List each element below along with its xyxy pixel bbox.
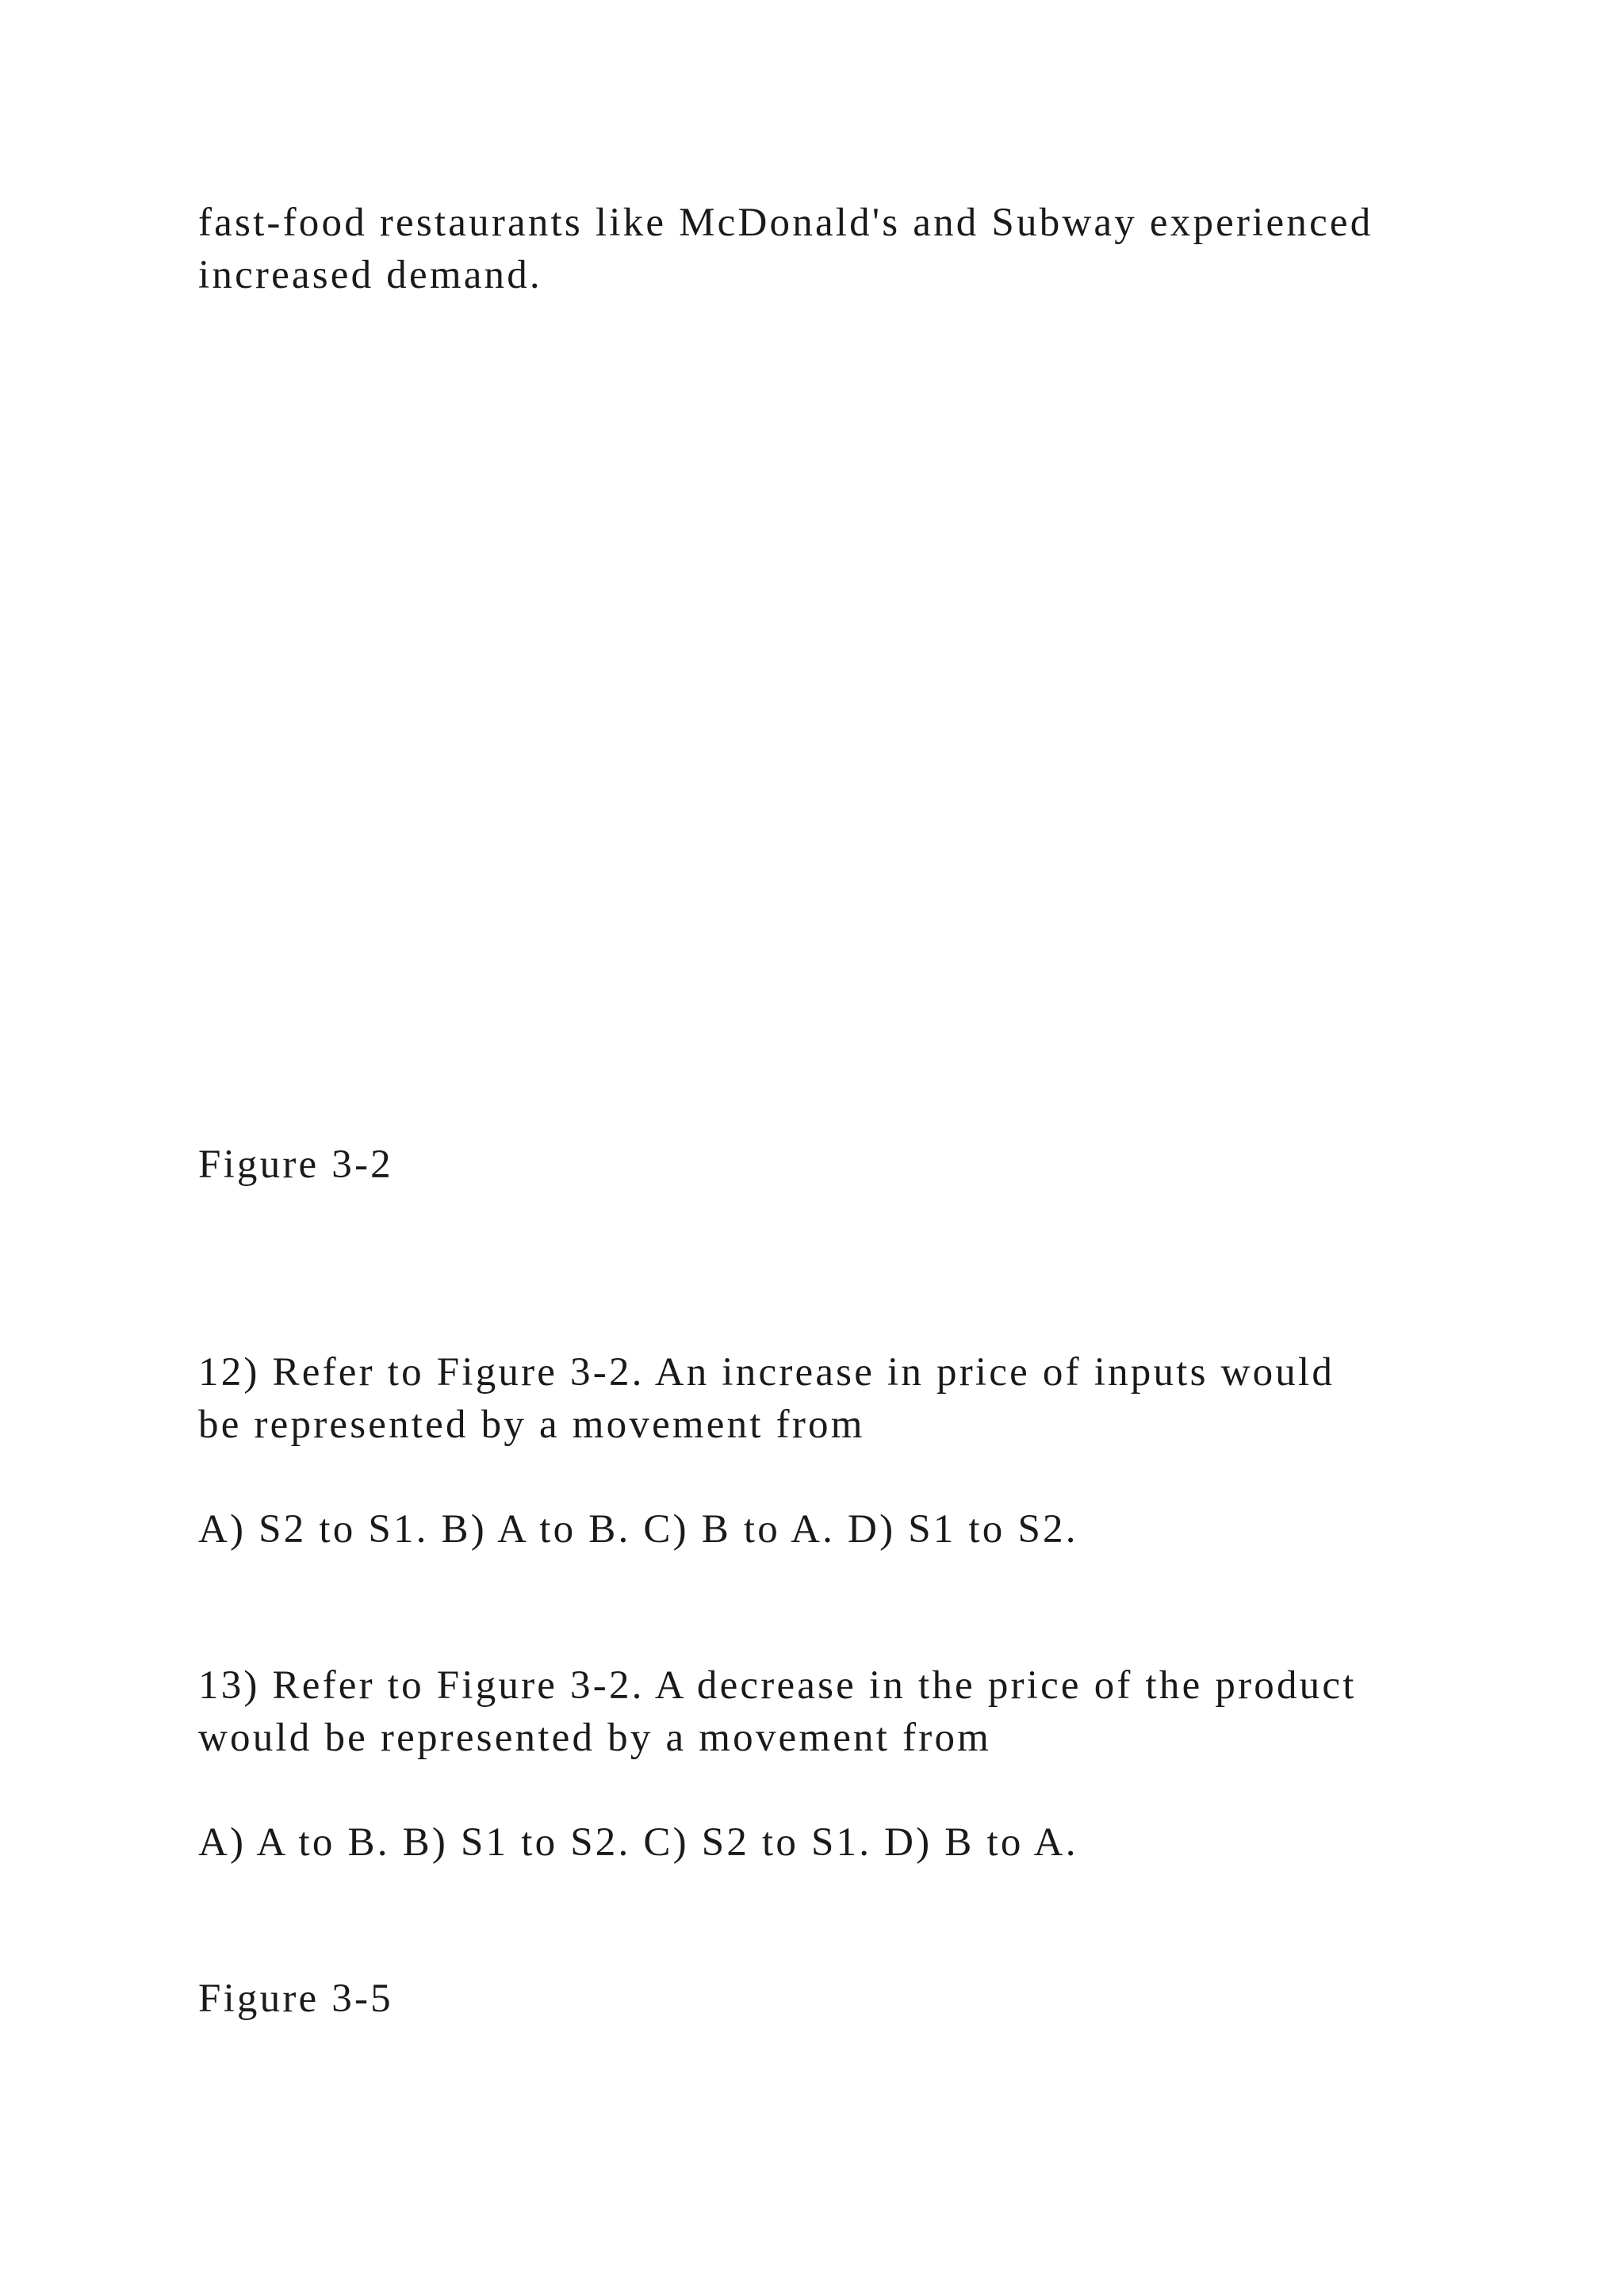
question-13-line-2: would be represented by a movement from (198, 1716, 992, 1760)
question-13-choices: A) A to B. B) S1 to S2. C) S2 to S1. D) B to A. (198, 1820, 1078, 1865)
question-13-line-1: 13) Refer to Figure 3-2. A decrease in the price of the product (198, 1663, 1357, 1708)
question-12-line-1: 12) Refer to Figure 3-2. An increase in price of inputs would (198, 1350, 1335, 1395)
figure-3-2-caption: Figure 3-2 (198, 1142, 393, 1187)
intro-line-1: fast-food restaurants like McDonald's and Subway experienced (198, 201, 1373, 245)
figure-3-5-caption: Figure 3-5 (198, 1976, 393, 2021)
question-12-line-2: be represented by a movement from (198, 1402, 865, 1447)
intro-line-2: increased demand. (198, 253, 542, 297)
question-12-choices: A) S2 to S1. B) A to B. C) B to A. D) S1 to S2. (198, 1507, 1078, 1552)
